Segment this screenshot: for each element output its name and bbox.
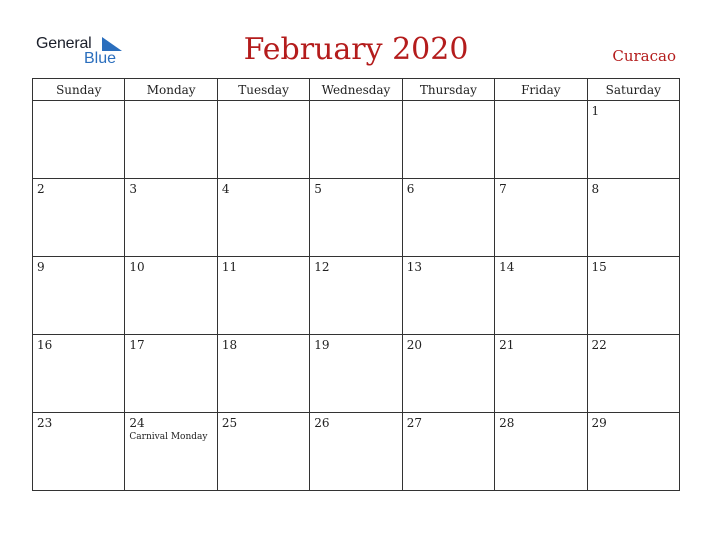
day-cell-content — [218, 257, 309, 275]
day-number: 22 — [591, 338, 607, 352]
day-cell-content — [310, 179, 401, 197]
calendar-day-cell — [310, 101, 402, 179]
day-cell-content — [495, 179, 586, 197]
day-cell-content — [588, 179, 679, 197]
weekday-header: Wednesday — [310, 79, 402, 101]
calendar-day-cell — [402, 335, 494, 413]
day-cell-content — [403, 179, 494, 197]
day-number: 28 — [499, 416, 515, 430]
weekday-header: Monday — [125, 79, 217, 101]
day-number: 18 — [221, 338, 238, 352]
day-number: 16 — [37, 338, 53, 352]
day-cell-content — [310, 257, 401, 275]
calendar-day-cell — [495, 101, 587, 179]
weekday-header: Thursday — [402, 79, 494, 101]
day-number: 8 — [591, 182, 600, 196]
day-number: 3 — [129, 182, 138, 196]
calendar-day-cell — [217, 101, 309, 179]
calendar-day-cell — [587, 335, 679, 413]
day-number: 19 — [314, 338, 330, 352]
holiday-label: Carnival Monday — [129, 432, 208, 442]
calendar-day-cell — [402, 257, 494, 335]
calendar-week-row — [33, 413, 680, 491]
calendar-day-cell — [125, 413, 217, 491]
calendar-day-cell — [402, 101, 494, 179]
calendar-week-row — [33, 101, 680, 179]
day-cell-content — [33, 413, 124, 431]
calendar-day-cell — [587, 257, 679, 335]
day-number: 13 — [406, 260, 422, 274]
day-number: 6 — [406, 182, 415, 196]
day-cell-content — [588, 335, 679, 353]
calendar-day-cell — [33, 335, 125, 413]
calendar-day-cell — [125, 257, 217, 335]
day-number: 4 — [221, 182, 230, 196]
country-label: Curacao — [612, 47, 676, 65]
day-cell-content — [310, 413, 401, 431]
calendar-day-cell — [33, 257, 125, 335]
calendar-day-cell — [33, 101, 125, 179]
calendar-day-cell — [217, 179, 309, 257]
day-number: 2 — [37, 182, 45, 196]
calendar-day-cell — [495, 335, 587, 413]
calendar-day-cell — [33, 413, 125, 491]
day-number: 14 — [499, 260, 515, 274]
calendar-day-cell — [402, 413, 494, 491]
day-number: 24 — [129, 416, 145, 430]
weekday-header: Tuesday — [217, 79, 309, 101]
day-cell-content — [218, 335, 309, 353]
day-number: 17 — [129, 338, 145, 352]
day-cell-content — [125, 335, 216, 353]
calendar-day-cell — [310, 257, 402, 335]
day-cell-content — [125, 413, 216, 443]
day-cell-content — [33, 101, 124, 104]
day-cell-content — [588, 413, 679, 431]
day-cell-content — [125, 257, 216, 275]
calendar-grid — [32, 78, 680, 491]
day-number: 7 — [499, 182, 507, 196]
day-number: 27 — [406, 416, 422, 430]
day-number: 21 — [499, 338, 515, 352]
day-cell-content — [125, 101, 216, 104]
day-cell-content — [310, 335, 401, 353]
day-cell-content — [125, 179, 216, 197]
day-cell-content — [495, 413, 586, 431]
day-cell-content — [33, 335, 124, 353]
weekday-header-row — [33, 79, 680, 101]
day-number: 25 — [221, 416, 238, 430]
day-cell-content — [33, 179, 124, 197]
calendar-day-cell — [587, 179, 679, 257]
page-title: February 2020 — [243, 32, 469, 67]
day-number: 12 — [314, 260, 330, 274]
calendar-day-cell — [310, 335, 402, 413]
calendar-day-cell — [310, 179, 402, 257]
day-cell-content — [310, 101, 401, 104]
calendar-week-row — [33, 179, 680, 257]
day-cell-content — [588, 257, 679, 275]
calendar-week-row — [33, 257, 680, 335]
weekday-header: Saturday — [587, 79, 679, 101]
day-cell-content — [218, 101, 309, 104]
day-cell-content — [218, 179, 309, 197]
calendar-day-cell — [125, 179, 217, 257]
calendar-day-cell — [495, 179, 587, 257]
calendar-day-cell — [33, 179, 125, 257]
weekday-header: Friday — [495, 79, 587, 101]
day-cell-content — [495, 335, 586, 353]
day-number: 5 — [314, 182, 322, 196]
calendar-day-cell — [310, 413, 402, 491]
calendar-day-cell — [402, 179, 494, 257]
calendar-day-cell — [495, 257, 587, 335]
day-number: 15 — [591, 260, 607, 274]
day-cell-content — [495, 101, 586, 104]
logo-text-blue: Blue — [84, 50, 117, 67]
calendar-day-cell — [125, 335, 217, 413]
calendar-day-cell — [125, 101, 217, 179]
day-number: 10 — [129, 260, 145, 274]
day-cell-content — [588, 101, 679, 119]
logo-text-general: General — [36, 35, 92, 52]
calendar-day-cell — [495, 413, 587, 491]
calendar-day-cell — [217, 335, 309, 413]
day-cell-content — [33, 257, 124, 275]
day-number: 20 — [406, 338, 422, 352]
day-cell-content — [403, 335, 494, 353]
calendar-day-cell — [587, 413, 679, 491]
calendar-day-cell — [587, 101, 679, 179]
day-cell-content — [495, 257, 586, 275]
calendar-day-cell — [217, 413, 309, 491]
day-number: 11 — [221, 260, 238, 274]
day-number: 26 — [314, 416, 330, 430]
day-number: 29 — [591, 416, 607, 430]
day-number: 23 — [37, 416, 53, 430]
day-cell-content — [218, 413, 309, 431]
weekday-header: Sunday — [33, 79, 125, 101]
day-cell-content — [403, 101, 494, 104]
day-number: 9 — [37, 260, 45, 274]
calendar-week-row — [33, 335, 680, 413]
calendar-day-cell — [217, 257, 309, 335]
day-number: 1 — [591, 104, 600, 118]
day-cell-content — [403, 257, 494, 275]
day-cell-content — [403, 413, 494, 431]
